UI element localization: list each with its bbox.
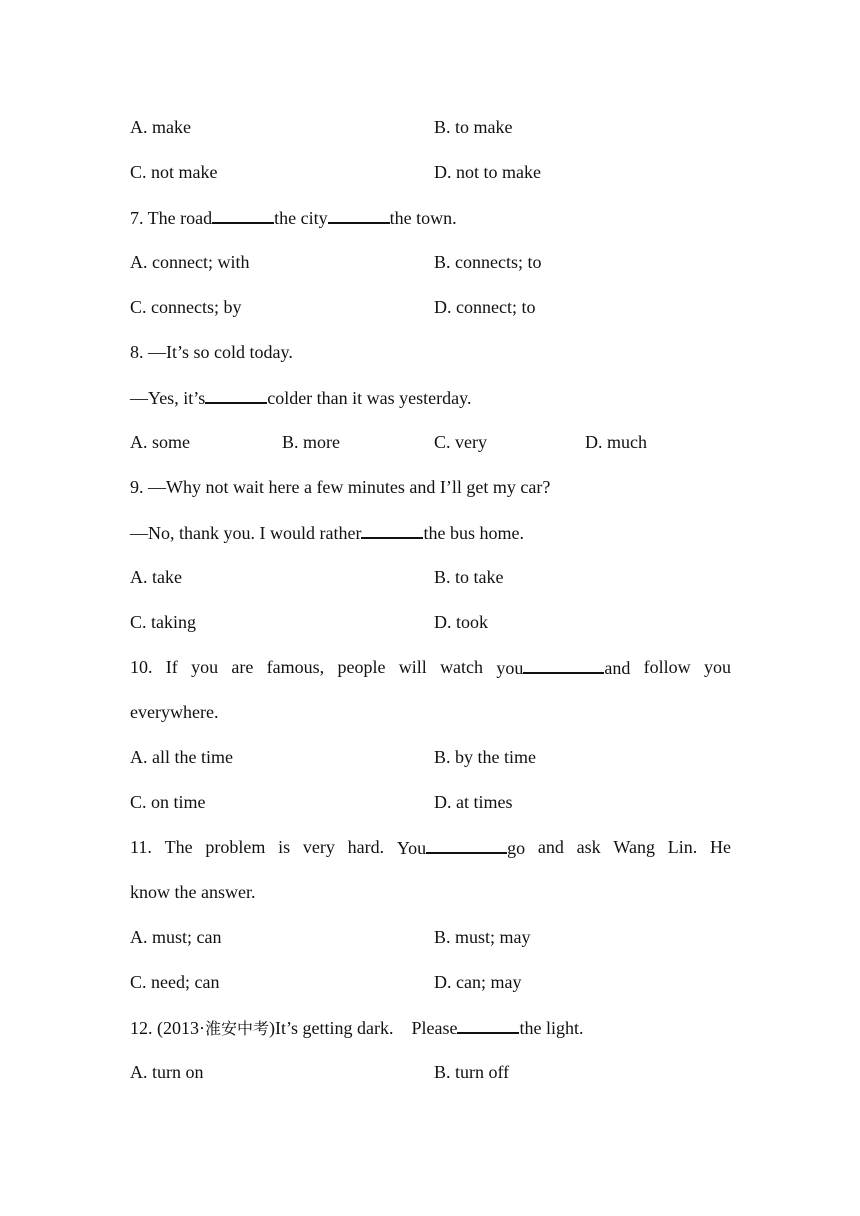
q7-option-b: B. connects; to [434,252,542,272]
q10-word: and [604,658,631,678]
q12-question [130,1014,731,1040]
q11-option-c: C. need; can [130,972,220,992]
q10-word: are [231,657,254,677]
q12-text-1: )It’s getting dark. Please [269,1018,458,1038]
q12-text-2: the light. [519,1018,584,1038]
q11-word: 11. [130,837,152,857]
answer-blank [212,204,274,224]
q8-option-d: D. much [585,432,647,452]
q9-question-line-1: 9. —Why not wait here a few minutes and I’ll get my car? [130,477,551,497]
q10-option-c: C. on time [130,792,206,812]
answer-blank [328,204,390,224]
q9-text-2: the bus home. [423,523,524,543]
q6-option-a: A. make [130,117,191,137]
q10-options-row-1 [130,744,731,770]
q9-option-b: B. to take [434,567,504,587]
q11-question-line-2: know the answer. [130,882,256,902]
q7-option-d: D. connect; to [434,297,536,317]
q12-option-b: B. turn off [434,1062,510,1082]
q10-word: If [165,657,178,677]
q6-option-c: C. not make [130,162,218,182]
q7-options-row-1 [130,249,731,275]
q11-word: Lin. [667,837,698,857]
q7-text-1: 7. The road [130,208,213,228]
q10-option-d: D. at times [434,792,513,812]
answer-blank [457,1014,519,1034]
q9-options-row-2 [130,609,731,635]
q7-option-c: C. connects; by [130,297,242,317]
q12-exam-source: 淮安中考 [205,1019,270,1038]
q8-option-b: B. more [282,432,340,452]
q11-word-with-blank [397,834,525,860]
answer-blank [523,654,604,674]
q10-word: 10. [130,657,153,677]
q11-word: and [537,837,564,857]
q10-option-b: B. by the time [434,747,536,767]
answer-blank [426,834,507,854]
q6-option-d: D. not to make [434,162,541,182]
q11-word: very [302,837,335,857]
q12-option-a: A. turn on [130,1062,204,1082]
q11-word: The [164,837,193,857]
q6-options-row-1 [130,114,731,140]
q11-word: go [507,838,526,858]
q8-text-1: —Yes, it’s [130,388,206,408]
q10-word: you [191,657,219,677]
q11-options-row-1 [130,924,731,950]
q8-text-2: colder than it was yesterday. [267,388,472,408]
q11-option-a: A. must; can [130,927,222,947]
q7-text-2: the city [274,208,328,228]
q11-word: ask [576,837,601,857]
q6-option-b: B. to make [434,117,513,137]
q11-word: You [396,838,427,858]
q9-option-c: C. taking [130,612,196,632]
q11-word: Wang [613,837,655,857]
q10-word: people [337,657,386,677]
q7-option-a: A. connect; with [130,252,250,272]
q10-option-a: A. all the time [130,747,233,767]
q11-word: problem [205,837,266,857]
q11-word: hard. [347,837,385,857]
q9-text-1: —No, thank you. I would rather [130,523,362,543]
q11-options-row-2 [130,969,731,995]
q11-option-b: B. must; may [434,927,531,947]
q8-option-c: C. very [434,432,487,452]
q7-options-row-2 [130,294,731,320]
q10-word-with-blank [496,654,630,680]
q10-word: will [398,657,427,677]
q9-option-a: A. take [130,567,182,587]
q8-option-a: A. some [130,432,190,452]
q8-question-line-2 [130,384,731,410]
q10-question-line-1 [130,654,731,680]
answer-blank [205,384,267,404]
q10-word: follow [643,657,691,677]
q10-word: watch [440,657,484,677]
q9-option-d: D. took [434,612,488,632]
q11-word: is [278,837,291,857]
q12-options-row-1 [130,1059,731,1085]
q6-options-row-2 [130,159,731,185]
q10-question-line-2: everywhere. [130,702,219,722]
q8-question-line-1: 8. —It’s so cold today. [130,342,293,362]
q7-question [130,204,731,230]
q9-options-row-1 [130,564,731,590]
q7-text-3: the town. [389,208,457,228]
q10-word: you [496,658,524,678]
q12-text-prefix: 12. (2013· [130,1018,205,1038]
q10-word: you [703,657,731,677]
q9-question-line-2 [130,519,731,545]
q10-options-row-2 [130,789,731,815]
q8-options-row [130,429,731,455]
q11-option-d: D. can; may [434,972,522,992]
answer-blank [361,519,423,539]
q10-word: famous, [266,657,325,677]
q11-word: He [709,837,731,857]
q11-question-line-1 [130,834,731,860]
